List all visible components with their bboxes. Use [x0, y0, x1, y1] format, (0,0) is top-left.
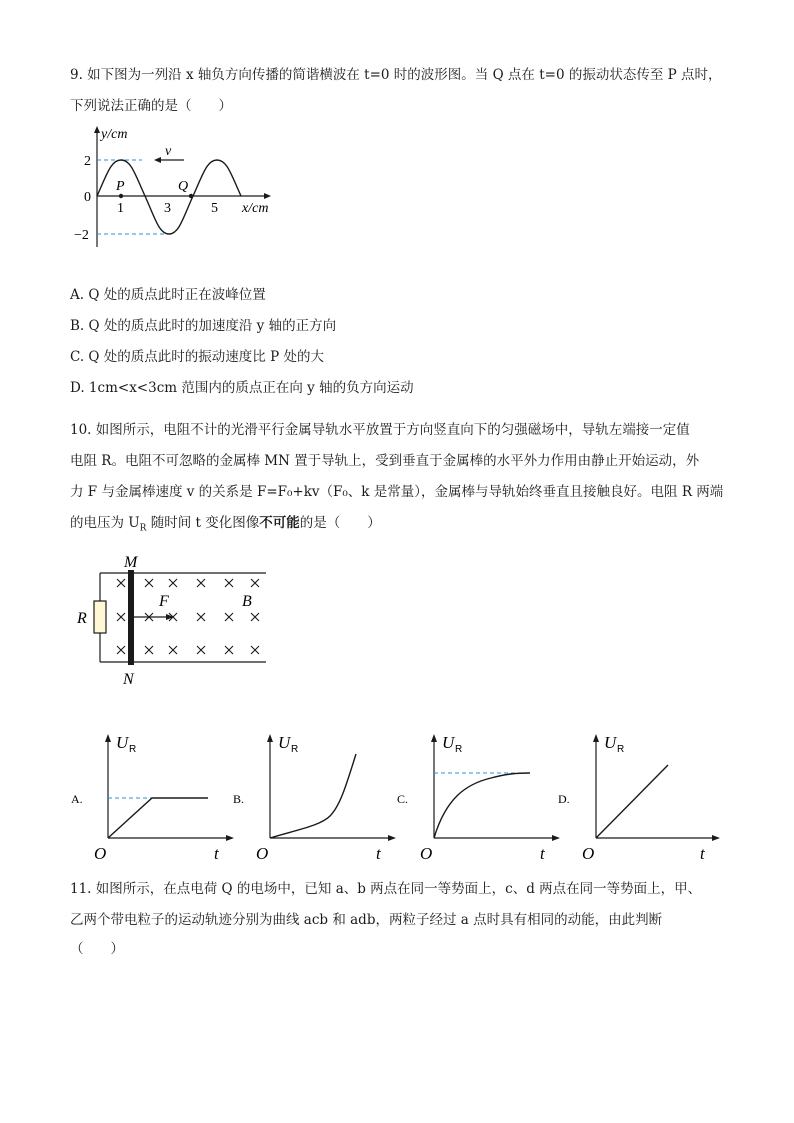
q9-stem-line2: 下列说法正确的是（ ）: [70, 98, 232, 114]
graph-c-origin: O: [420, 844, 433, 863]
graph-d-y-sub: R: [617, 744, 625, 755]
q9-option-c[interactable]: C. Q 处的质点此时的振动速度比 P 处的大: [70, 349, 324, 365]
q10-ur-graphs: [66, 728, 736, 863]
option-d-label: D.: [558, 792, 570, 806]
graph-c-y-label: U: [442, 733, 455, 752]
q10-circuit-diagram: [70, 548, 280, 693]
graph-b-x-label: t: [376, 844, 381, 863]
q9-x-tick-3: 3: [164, 201, 171, 216]
q9-wave-graph: [70, 122, 290, 252]
q9-velocity-label: v: [165, 144, 172, 159]
label-r: R: [77, 610, 87, 627]
graph-a-x-label: t: [214, 844, 219, 863]
graph-d-x-label: t: [700, 844, 705, 863]
q9-option-d[interactable]: D. 1cm<x<3cm 范围内的质点正在向 y 轴的负方向运动: [70, 380, 414, 396]
q10-stem-line1: 10. 如图所示，电阻不计的光滑平行金属导轨水平放置于方向竖直向下的匀强磁场中，导轨左端接一定值: [70, 422, 690, 438]
graph-b-y-label: U: [278, 733, 291, 752]
option-b-label: B.: [233, 792, 245, 806]
graph-a-origin: O: [94, 844, 107, 863]
metal-bar-mn: [128, 570, 134, 665]
q11-stem-line2: 乙两个带电粒子的运动轨迹分别为曲线 acb 和 adb，两粒子经过 a 点时具有相同的动能，由此判断: [70, 912, 663, 928]
graph-d-y-label: U: [604, 733, 617, 752]
q9-stem-line1: 9. 如下图为一列沿 x 轴负方向传播的简谐横波在 t=0 时的波形图。当 Q 点在 t=0 的振动状态传至 P 点时，: [70, 67, 722, 83]
graph-b[interactable]: [233, 733, 396, 863]
q10-emphasis: 不可能: [259, 515, 300, 531]
label-n: N: [123, 671, 134, 688]
q10-stem-line3: 力 F 与金属棒速度 v 的关系是 F=F₀+kv（F₀、k 是常量），金属棒与导轨始终垂直且接触良好。电阻 R 两端: [70, 484, 724, 500]
q9-y-axis-label: y/cm: [101, 127, 128, 142]
option-c-label: C.: [397, 792, 409, 806]
graph-c[interactable]: [397, 733, 560, 863]
graph-b-origin: O: [256, 844, 269, 863]
label-b: B: [242, 593, 252, 610]
q9-x-tick-5: 5: [211, 201, 218, 216]
q9-x-axis-label: x/cm: [242, 201, 269, 216]
q10-stem-line4: 的电压为 $U_R$ 随时间 t 变化图像不可能的是（ ）: [70, 515, 381, 534]
q9-point-p-label: P: [116, 179, 125, 194]
label-f: F: [159, 593, 169, 610]
q9-origin-label: 0: [84, 190, 91, 205]
graph-d[interactable]: [558, 733, 720, 863]
graph-c-y-sub: R: [455, 744, 463, 755]
q9-option-b[interactable]: B. Q 处的质点此时的加速度沿 y 轴的正方向: [70, 318, 337, 334]
graph-c-x-label: t: [540, 844, 545, 863]
resistor-r: [94, 601, 106, 633]
label-m: M: [124, 554, 138, 571]
q9-option-a[interactable]: A. Q 处的质点此时正在波峰位置: [70, 287, 266, 303]
q9-x-tick-1: 1: [117, 201, 124, 216]
q9-y-bottom-label: −2: [74, 228, 89, 243]
graph-a-y-label: U: [116, 733, 129, 752]
q10-stem-line2: 电阻 R。电阻不可忽略的金属棒 MN 置于导轨上，受到垂直于金属棒的水平外力作用由静止开始运动，外: [70, 453, 700, 469]
q11-stem-line1: 11. 如图所示，在点电荷 Q 的电场中，已知 a、b 两点在同一等势面上，c、d 两点在同一等势面上，甲、: [70, 881, 702, 897]
option-a-label: A.: [71, 792, 83, 806]
q11-stem-line3: （ ）: [70, 941, 124, 957]
graph-a-y-sub: R: [129, 744, 137, 755]
q9-point-q-label: Q: [178, 179, 189, 194]
q9-y-top-label: 2: [84, 154, 91, 169]
graph-b-y-sub: R: [291, 744, 299, 755]
graph-d-origin: O: [582, 844, 595, 863]
graph-a[interactable]: [71, 733, 234, 863]
